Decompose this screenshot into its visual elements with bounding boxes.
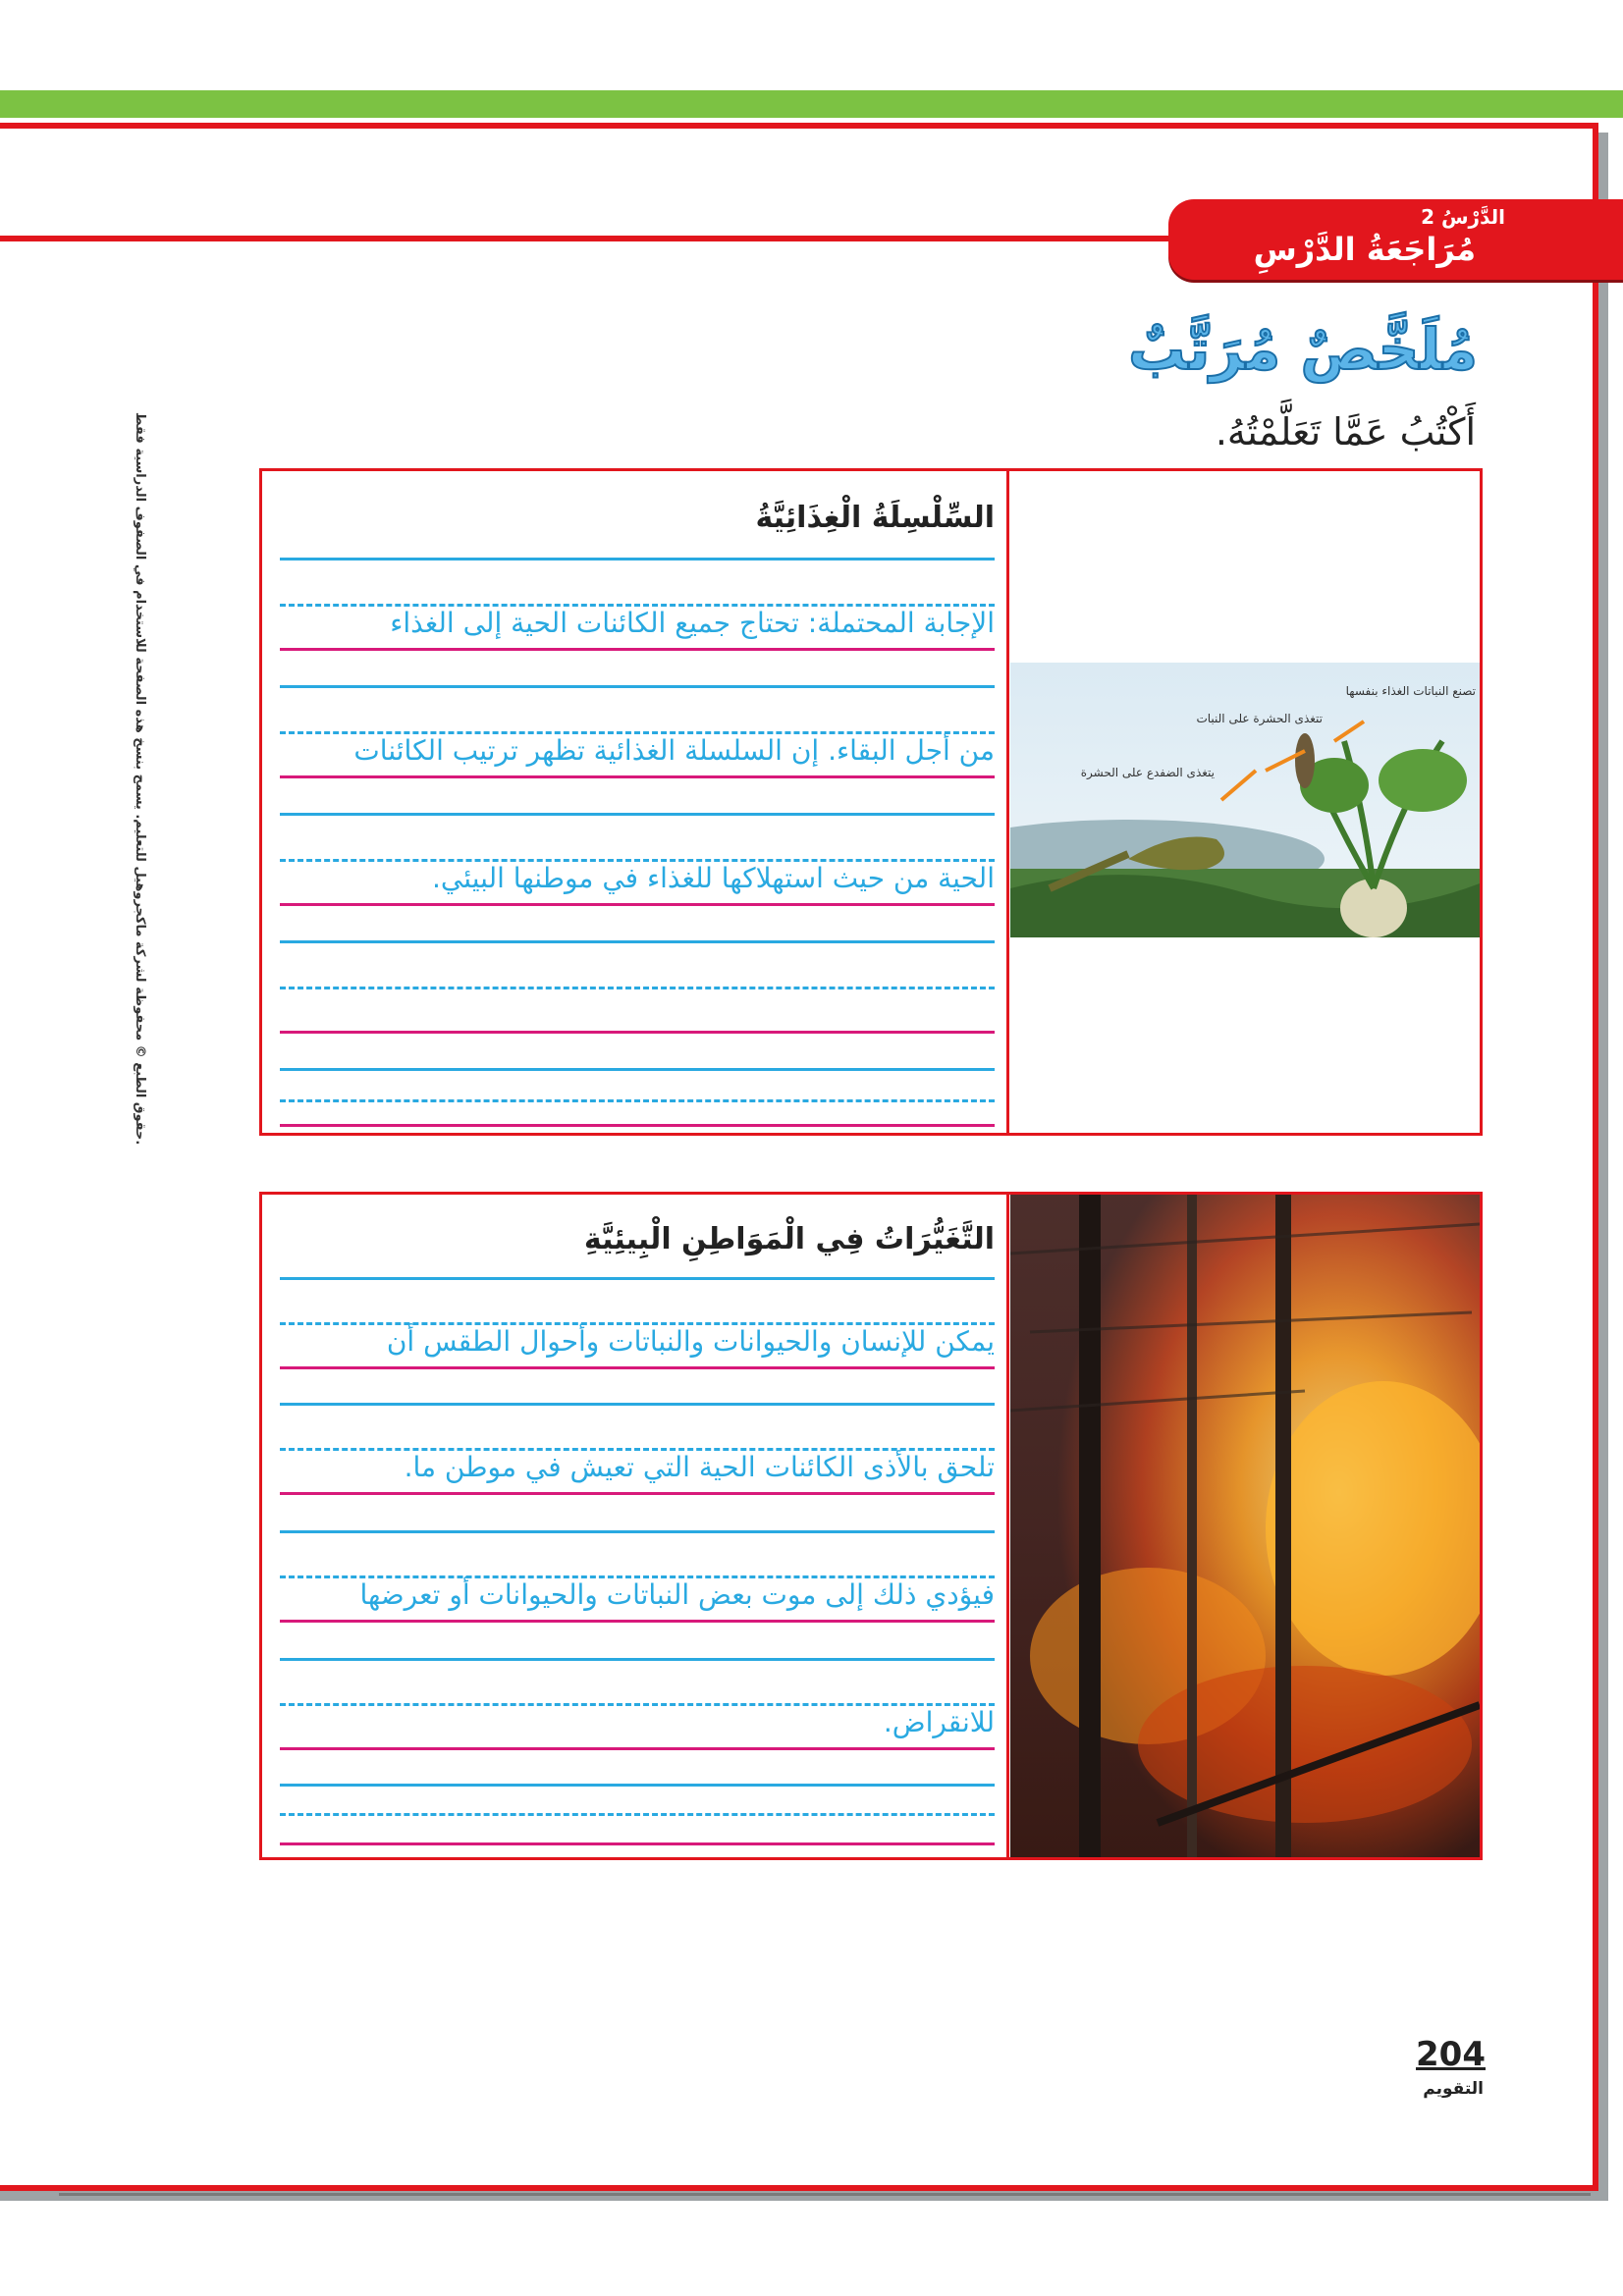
lesson-title: مُرَاجَعَةُ الدَّرْسِ — [1253, 231, 1476, 268]
box1-answer-line-3: الحية من حيث استهلاكها للغذاء في موطنها البيئي. — [432, 862, 995, 894]
box2-answer-line-3: فيؤدي ذلك إلى موت بعض النباتات والحيوانات أو تعرضها — [359, 1578, 995, 1611]
top-color-band — [0, 90, 1623, 118]
label-frog: يتغذى الضفدع على الحشرة — [1080, 766, 1215, 779]
label-plant: تصنع النباتات الغذاء بنفسها — [1345, 684, 1476, 698]
box2-heading: التَّغَيُّرَاتُ فِي الْمَوَاطِنِ الْبِيئِيَّةِ — [583, 1222, 995, 1256]
page-section-label: التقويم — [1423, 2079, 1484, 2099]
box2-answer-line-2: تلحق بالأذى الكائنات الحية التي تعيش في موطن ما. — [404, 1451, 995, 1483]
label-insect: تتغذى الحشرة على النبات — [1196, 712, 1323, 725]
instruction-text: أَكْتُبُ عَمَّا تَعَلَّمْتُهُ. — [1215, 410, 1476, 454]
box1-answer-line-1: الإجابة المحتملة: تحتاج جميع الكائنات الحية إلى الغذاء — [390, 607, 995, 639]
page-number: 204 — [1416, 2035, 1486, 2074]
food-chain-illustration — [1010, 663, 1480, 937]
food-chain-box — [259, 468, 1483, 1136]
copyright-text: حقوق الطبع © محفوظة لشركة ماكجروهيل للتعليم. يسمح بنسخ هذه الصفحة للاستخدام في الصفوف الدراسية فقط. — [133, 412, 147, 1146]
writing-column — [262, 1195, 1009, 1857]
box1-answer-line-2: من أجل البقاء. إن السلسلة الغذائية تظهر ترتيب الكائنات — [353, 734, 995, 767]
header-rule — [0, 236, 1173, 241]
box2-answer-line-4: للانقراض. — [883, 1706, 995, 1738]
lesson-number: الدَّرْسُ 2 — [1421, 205, 1505, 229]
forest-fire-photo — [1010, 1195, 1480, 1857]
box2-answer-line-1: يمكن للإنسان والحيوانات والنباتات وأحوال الطقس أن — [386, 1325, 995, 1358]
summary-title: مُلَخَّصٌ مُرَتَّبٌ — [1128, 316, 1478, 383]
copyright-sidebar — [118, 412, 157, 1885]
box1-heading: السِّلْسِلَةُ الْغِذَائِيَّةُ — [755, 501, 995, 535]
lesson-banner — [1168, 199, 1623, 280]
writing-column — [262, 471, 1009, 1133]
habitat-changes-box — [259, 1192, 1483, 1860]
bottom-rule — [59, 2193, 1591, 2196]
